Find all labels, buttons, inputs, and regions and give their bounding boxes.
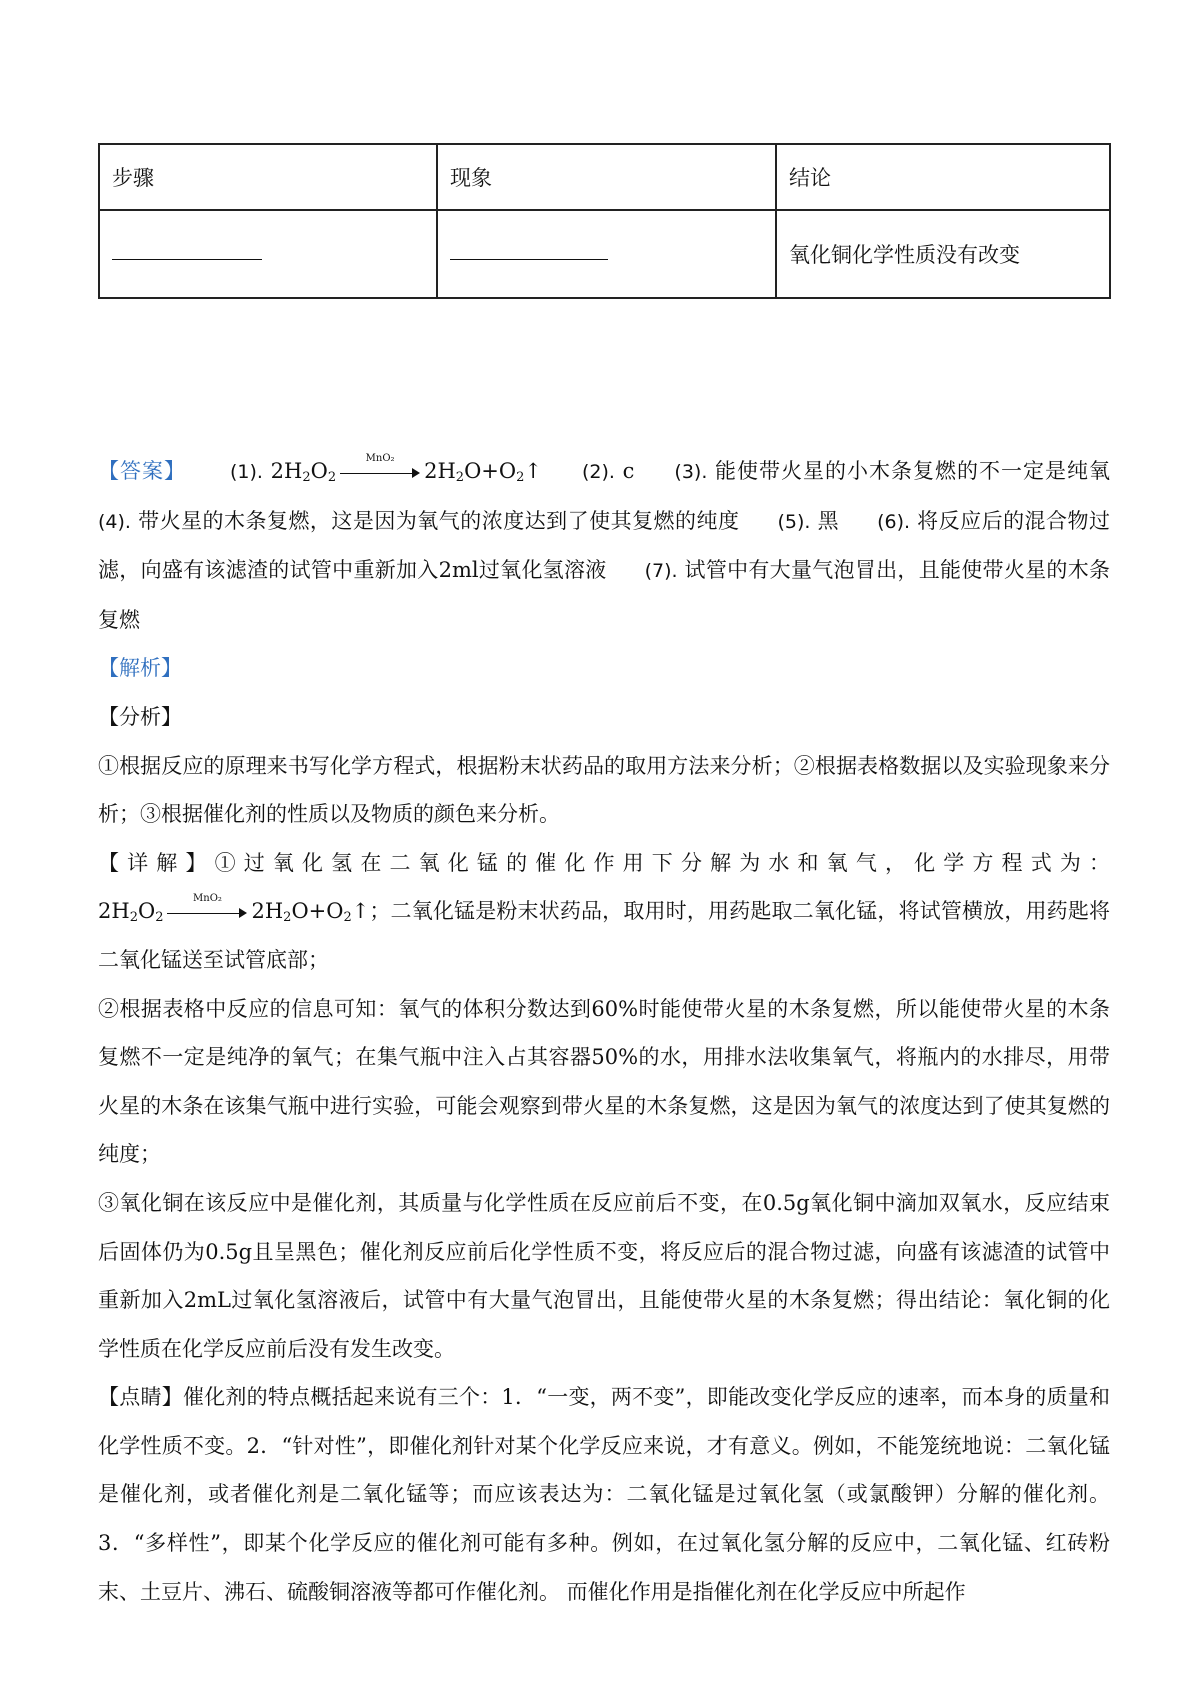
- detail-paragraph-3: ③氧化铜在该反应中是催化剂，其质量与化学性质在反应前后不变，在0.5g氧化铜中滴加双氧水，反应结束后固体仍为0.5g且呈黑色；催化剂反应前后化学性质不变，将反应后的混合物过滤，向盛有该滤渣的试管中重新加入2mL过氧化氢溶液后，试管中有大量气泡冒出，且能使带火星的木条复燃；得出结论：氧化铜的化学性质在化学反应前后没有发生改变。: [98, 1190, 1110, 1361]
- header-conclusion: 结论: [776, 144, 1110, 210]
- steps-blank-cell: [99, 210, 437, 298]
- answer-4: 带火星的木条复燃，这是因为氧气的浓度达到了使其复燃的纯度: [138, 508, 740, 533]
- reaction-arrow-icon: MnO₂: [340, 468, 420, 478]
- answer-1-label: (1).: [230, 461, 263, 483]
- answer-5: 黑: [817, 508, 840, 533]
- answer-7-label: (7).: [644, 560, 678, 583]
- answer-5-label: (5).: [777, 510, 811, 533]
- solution-text: [98, 447, 1110, 1616]
- answer-paragraph: [98, 447, 1110, 644]
- detail-paragraph-1: 【详解】①过氧化氢在二氧化锰的催化作用下分解为水和氧气，化学方程式为：$2H_2O_2$ MnO₂ $2H_2O+O_2↑$；二氧化锰是粉末状药品，取用时，用药匙取二氧化锰，将试管横放，用药匙将二氧化锰送至试管底部；: [98, 850, 1111, 972]
- phenomenon-blank-cell: [437, 210, 776, 298]
- analysis-text: ①根据反应的原理来书写化学方程式，根据粉末状药品的取用方法来分析；②根据表格数据以及实验现象来分析；③根据催化剂的性质以及物质的颜色来分析。: [98, 753, 1110, 827]
- answer-4-label: (4).: [98, 510, 131, 533]
- answer-blank: [450, 259, 608, 260]
- answer-7: 试管中有大量气泡冒出，且能使带火星的木条复燃: [98, 558, 1110, 632]
- answer-tag: 【答案】: [98, 459, 186, 483]
- detail-tag: 【详解】: [98, 850, 215, 875]
- answer-6-label: (6).: [877, 510, 911, 533]
- answer-3: 能使带火星的小木条复燃的不一定是纯氧: [715, 459, 1111, 483]
- table-header-row: [99, 144, 1110, 210]
- header-steps: 步骤: [99, 144, 437, 210]
- equation-1: $2H_2O_2$ MnO₂ $2H_2O+O_2↑$: [270, 452, 542, 485]
- experiment-table: [98, 143, 1111, 299]
- answer-2: c: [622, 459, 635, 483]
- comment-paragraph: 【点睛】催化剂的特点概括起来说有三个：1．“一变，两不变”，即能改变化学反应的速率，而本身的质量和化学性质不变。2．“针对性”，即催化剂针对某个化学反应来说，才有意义。例如，不能笼统地说：二氧化锰是催化剂，或者催化剂是二氧化锰等；而应该表达为：二氧化锰是过氧化氢（或氯酸钾）分解的催化剂。3．“多样性”，即某个化学反应的催化剂可能有多种。例如，在过氧化氢分解的反应中，二氧化锰、红砖粉末、土豆片、沸石、硫酸铜溶液等都可作催化剂。 而催化作用是指催化剂在化学反应中所起作: [98, 1385, 1110, 1604]
- answer-blank: [112, 259, 262, 260]
- detail-paragraph-2: ②根据表格中反应的信息可知：氧气的体积分数达到60%时能使带火星的木条复燃，所以能使带火星的木条复燃不一定是纯净的氧气；在集气瓶中注入占其容器50%的水，用排水法收集氧气，将瓶内的水排尽，用带火星的木条在该集气瓶中进行实验，可能会观察到带火星的木条复燃，这是因为氧气的浓度达到了使其复燃的纯度；: [98, 996, 1110, 1167]
- equation-2: $2H_2O_2$ MnO₂ $2H_2O+O_2↑$: [98, 892, 370, 926]
- answer-2-label: (2).: [582, 461, 615, 483]
- header-phenomenon: 现象: [437, 144, 776, 210]
- reaction-arrow-icon: MnO₂: [167, 908, 247, 918]
- analysis-subtag: 【分析】: [98, 704, 182, 729]
- answer-6: 将反应后的混合物过滤，向盛有该滤渣的试管中重新加入2ml过氧化氢溶液: [98, 508, 1110, 583]
- table-row: [99, 210, 1110, 298]
- answer-3-label: (3).: [674, 461, 708, 483]
- comment-tag: 【点睛】: [98, 1385, 183, 1410]
- analysis-tag: 【解析】: [98, 656, 182, 681]
- conclusion-cell: 氧化铜化学性质没有改变: [776, 210, 1110, 298]
